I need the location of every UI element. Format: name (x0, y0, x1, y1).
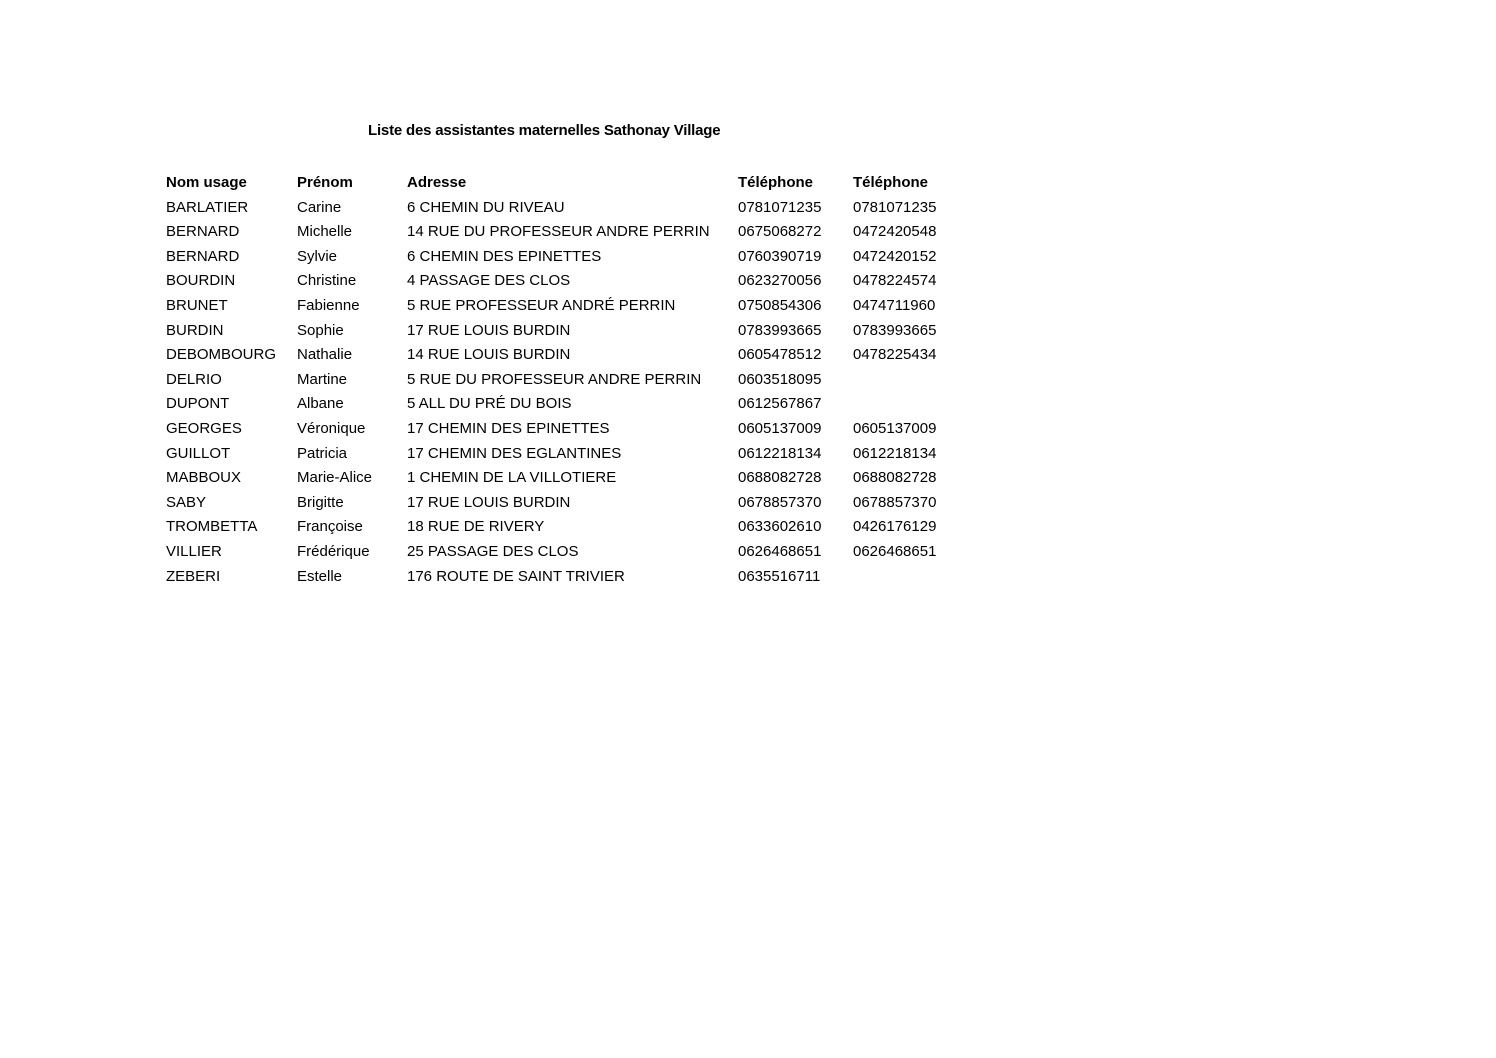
cell-prenom: Sylvie (297, 247, 338, 265)
table-row (166, 417, 966, 442)
table-row (166, 466, 966, 491)
cell-prenom: Sophie (297, 321, 344, 339)
table-row (166, 220, 966, 245)
cell-nom-usage: GEORGES (166, 419, 242, 437)
header-telephone-1: Téléphone (738, 174, 814, 191)
cell-nom-usage: BERNARD (166, 223, 240, 241)
cell-telephone-2: 0783993665 (853, 321, 937, 339)
cell-prenom: Michelle (297, 223, 353, 241)
cell-prenom: Fabienne (297, 296, 360, 314)
cell-adresse: 14 RUE DU PROFESSEUR ANDRE PERRIN (407, 223, 710, 241)
cell-telephone-2: 0472420152 (853, 247, 937, 265)
table-row (166, 392, 966, 417)
cell-prenom: Marie-Alice (297, 469, 373, 487)
cell-telephone-2: 0626468651 (853, 542, 937, 560)
table-row (166, 245, 966, 270)
table-row (166, 343, 966, 368)
cell-nom-usage: DELRIO (166, 370, 222, 388)
cell-telephone-1: 0605478512 (738, 346, 822, 364)
cell-telephone-1: 0760390719 (738, 247, 822, 265)
header-adresse: Adresse (407, 174, 467, 191)
cell-telephone-1: 0603518095 (738, 370, 822, 388)
table-header-row (166, 171, 966, 196)
cell-prenom: Véronique (297, 419, 366, 437)
cell-telephone-1: 0635516711 (738, 567, 821, 585)
cell-nom-usage: TROMBETTA (166, 518, 258, 536)
cell-nom-usage: BARLATIER (166, 198, 249, 216)
cell-prenom: Patricia (297, 444, 348, 462)
cell-prenom: Albane (297, 395, 344, 413)
table-row (166, 442, 966, 467)
cell-adresse: 5 RUE DU PROFESSEUR ANDRE PERRIN (407, 370, 702, 388)
cell-telephone-1: 0675068272 (738, 223, 822, 241)
cell-prenom: Martine (297, 370, 348, 388)
cell-adresse: 17 CHEMIN DES EGLANTINES (407, 444, 622, 462)
cell-telephone-2: 0781071235 (853, 198, 937, 216)
cell-nom-usage: SABY (166, 493, 207, 511)
cell-adresse: 6 CHEMIN DU RIVEAU (407, 198, 565, 216)
cell-telephone-2: 0472420548 (853, 223, 937, 241)
cell-prenom: Françoise (297, 518, 363, 536)
cell-adresse: 17 RUE LOUIS BURDIN (407, 493, 571, 511)
cell-telephone-2: 0426176129 (853, 518, 937, 536)
cell-prenom: Nathalie (297, 346, 353, 364)
cell-telephone-2: 0605137009 (853, 419, 937, 437)
cell-telephone-1: 0783993665 (738, 321, 822, 339)
cell-telephone-2: 0612218134 (853, 444, 937, 462)
cell-adresse: 17 CHEMIN DES EPINETTES (407, 419, 610, 437)
cell-prenom: Carine (297, 198, 342, 216)
header-telephone-2: Téléphone (853, 174, 929, 191)
assistants-table (166, 171, 966, 589)
cell-nom-usage: DEBOMBOURG (166, 346, 277, 364)
cell-telephone-1: 0623270056 (738, 272, 822, 290)
cell-telephone-1: 0633602610 (738, 518, 822, 536)
table-row (166, 515, 966, 540)
table-row (166, 491, 966, 516)
cell-nom-usage: BURDIN (166, 321, 224, 339)
cell-adresse: 18 RUE DE RIVERY (407, 518, 545, 536)
cell-telephone-2: 0478224574 (853, 272, 937, 290)
cell-nom-usage: GUILLOT (166, 444, 231, 462)
header-prenom: Prénom (297, 174, 353, 191)
table-row (166, 294, 966, 319)
cell-adresse: 14 RUE LOUIS BURDIN (407, 346, 571, 364)
cell-telephone-2: 0678857370 (853, 493, 937, 511)
cell-telephone-1: 0605137009 (738, 419, 822, 437)
cell-telephone-2: 0474711960 (853, 296, 936, 314)
cell-telephone-1: 0612567867 (738, 395, 822, 413)
table-row (166, 540, 966, 565)
header-nom-usage: Nom usage (166, 174, 247, 191)
cell-adresse: 176 ROUTE DE SAINT TRIVIER (407, 567, 625, 585)
cell-nom-usage: DUPONT (166, 395, 230, 413)
cell-adresse: 25 PASSAGE DES CLOS (407, 542, 579, 560)
cell-prenom: Estelle (297, 567, 343, 585)
cell-telephone-2: 0688082728 (853, 469, 937, 487)
table-row (166, 565, 966, 590)
cell-nom-usage: BERNARD (166, 247, 240, 265)
table-row (166, 269, 966, 294)
cell-telephone-1: 0781071235 (738, 198, 822, 216)
cell-telephone-1: 0626468651 (738, 542, 822, 560)
cell-adresse: 5 RUE PROFESSEUR ANDRÉ PERRIN (407, 296, 676, 314)
cell-nom-usage: ZEBERI (166, 567, 221, 585)
cell-adresse: 1 CHEMIN DE LA VILLOTIERE (407, 469, 617, 487)
cell-prenom: Frédérique (297, 542, 370, 560)
cell-adresse: 6 CHEMIN DES EPINETTES (407, 247, 602, 265)
cell-nom-usage: VILLIER (166, 542, 222, 560)
document-title: Liste des assistantes maternelles Sathonay Village (368, 122, 721, 139)
cell-adresse: 4 PASSAGE DES CLOS (407, 272, 571, 290)
table-row (166, 196, 966, 221)
cell-telephone-1: 0750854306 (738, 296, 822, 314)
cell-nom-usage: BRUNET (166, 296, 228, 314)
cell-adresse: 5 ALL DU PRÉ DU BOIS (407, 395, 572, 413)
cell-telephone-1: 0612218134 (738, 444, 822, 462)
cell-adresse: 17 RUE LOUIS BURDIN (407, 321, 571, 339)
cell-nom-usage: MABBOUX (166, 469, 242, 487)
cell-nom-usage: BOURDIN (166, 272, 236, 290)
table-row (166, 319, 966, 344)
cell-prenom: Brigitte (297, 493, 344, 511)
cell-telephone-1: 0678857370 (738, 493, 822, 511)
table-body (166, 196, 966, 590)
table-row (166, 368, 966, 393)
cell-telephone-2: 0478225434 (853, 346, 937, 364)
cell-prenom: Christine (297, 272, 357, 290)
cell-telephone-1: 0688082728 (738, 469, 822, 487)
